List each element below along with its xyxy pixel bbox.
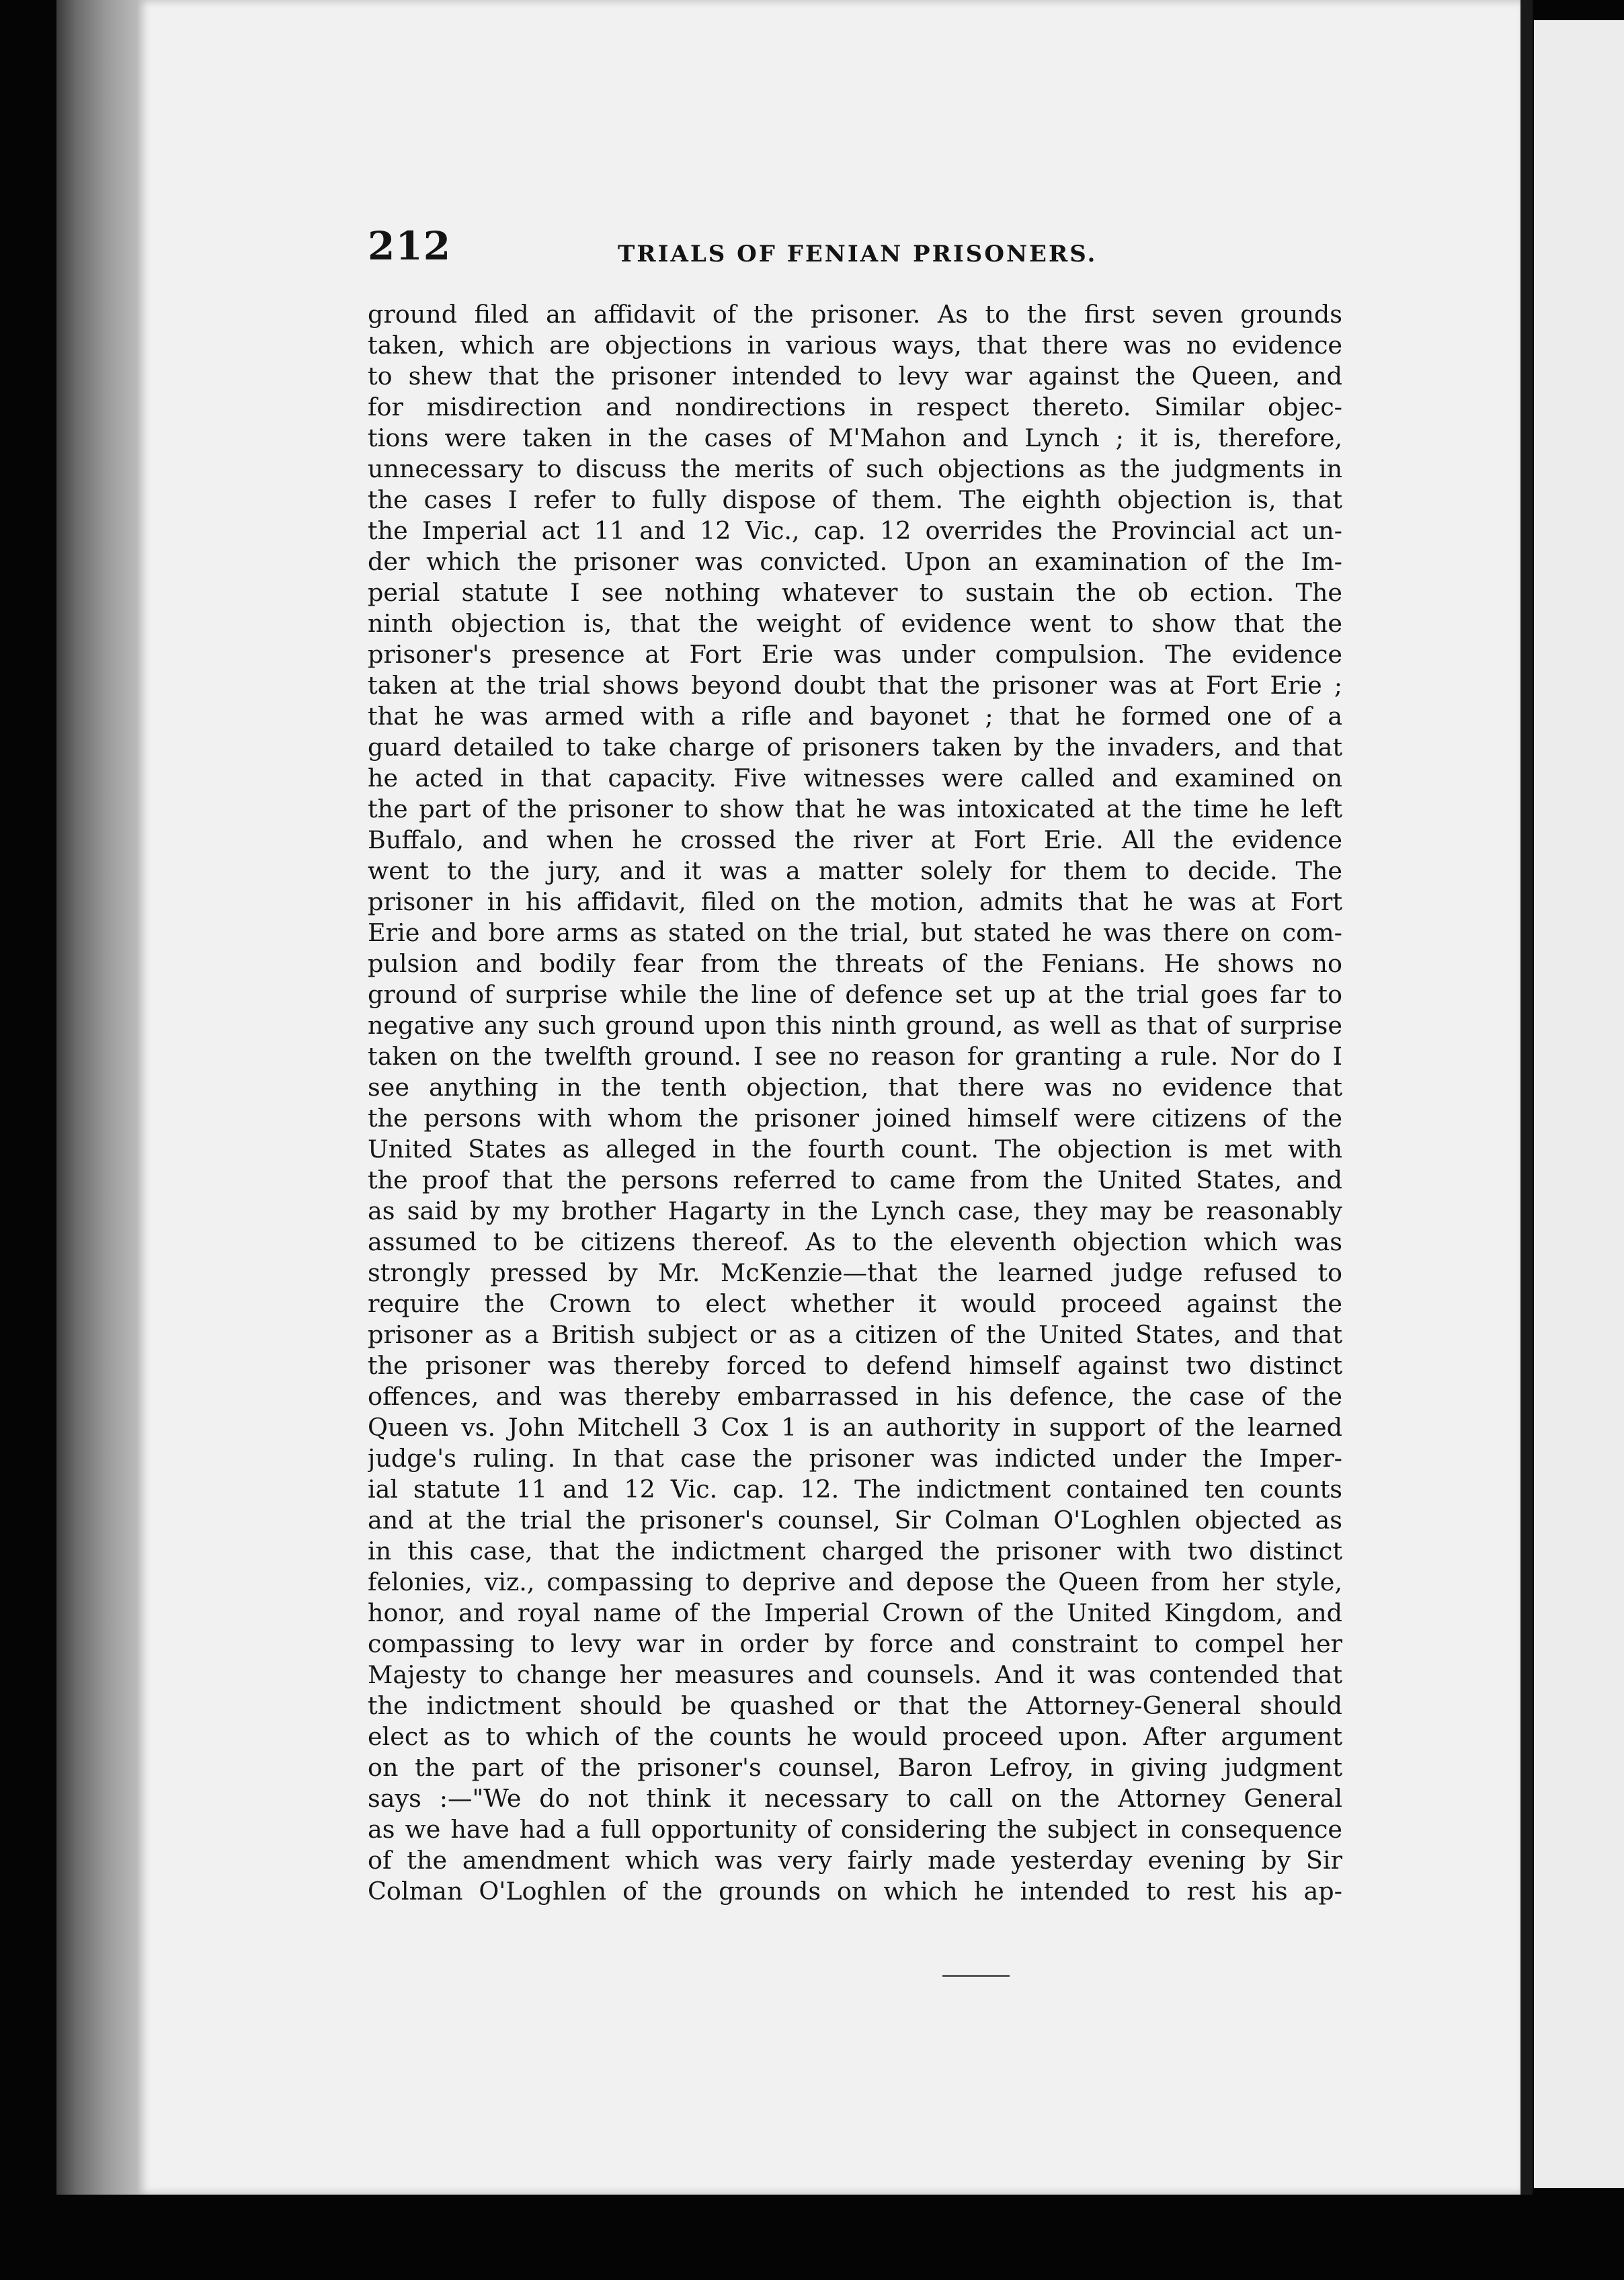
text-line: prisoner's presence at Fort Erie was under compulsion. The evidence <box>368 640 1342 669</box>
text-line: Queen vs. John Mitchell 3 Cox 1 is an authority in support of the learned <box>368 1413 1342 1442</box>
book-spine <box>56 0 140 2195</box>
text-line: taken, which are objections in various ways, that there was no evidence <box>368 331 1342 360</box>
text-line: offences, and was thereby embarrassed in his defence, the case of the <box>368 1382 1342 1411</box>
text-line: strongly pressed by Mr. McKenzie—that the learned judge refused to <box>368 1258 1342 1287</box>
running-head <box>368 223 1336 270</box>
text-line: unnecessary to discuss the merits of such objections as the judgments in <box>368 454 1342 483</box>
text-line: the proof that the persons referred to came from the United States, and <box>368 1166 1342 1194</box>
text-line: of the amendment which was very fairly made yesterday evening by Sir <box>368 1846 1342 1875</box>
text-line: Erie and bore arms as stated on the trial, but stated he was there on com- <box>368 918 1342 947</box>
text-line: felonies, viz., compassing to deprive and depose the Queen from her style, <box>368 1568 1342 1596</box>
text-line: taken at the trial shows beyond doubt that the prisoner was at Fort Erie ; <box>368 671 1342 700</box>
text-line: compassing to levy war in order by force and constraint to compel her <box>368 1629 1342 1658</box>
text-line: United States as alleged in the fourth count. The objection is met with <box>368 1135 1342 1164</box>
text-line: the cases I refer to fully dispose of them. The eighth objection is, that <box>368 485 1342 514</box>
text-line: the persons with whom the prisoner joined himself were citizens of the <box>368 1104 1342 1133</box>
text-line: see anything in the tenth objection, that there was no evidence that <box>368 1073 1342 1102</box>
text-line: guard detailed to take charge of prisoners taken by the invaders, and that <box>368 733 1342 762</box>
text-line: the part of the prisoner to show that he was intoxicated at the time he left <box>368 795 1342 823</box>
text-line: for misdirection and nondirections in respect thereto. Similar objec- <box>368 393 1342 421</box>
adjacent-page-edge <box>1534 20 1624 2188</box>
text-line: prisoner in his affidavit, filed on the motion, admits that he was at Fort <box>368 887 1342 916</box>
text-line: taken on the twelfth ground. I see no reason for granting a rule. Nor do I <box>368 1042 1342 1071</box>
text-line: elect as to which of the counts he would proceed upon. After argument <box>368 1722 1342 1751</box>
text-line: the indictment should be quashed or that the Attorney-General should <box>368 1691 1342 1720</box>
text-line: says :—"We do not think it necessary to call on the Attorney General <box>368 1784 1342 1813</box>
body-text <box>368 299 1342 1907</box>
text-line: require the Crown to elect whether it would proceed against the <box>368 1289 1342 1318</box>
text-line: honor, and royal name of the Imperial Crown of the United Kingdom, and <box>368 1598 1342 1627</box>
text-line: ninth objection is, that the weight of evidence went to show that the <box>368 609 1342 638</box>
text-line: ground filed an affidavit of the prisoner. As to the first seven grounds <box>368 300 1342 329</box>
running-title: TRIALS OF FENIAN PRISONERS. <box>618 241 1098 268</box>
text-line: ground of surprise while the line of defence set up at the trial goes far to <box>368 980 1342 1009</box>
text-line: tions were taken in the cases of M'Mahon and Lynch ; it is, therefore, <box>368 423 1342 452</box>
text-line: and at the trial the prisoner's counsel, Sir Colman O'Loghlen objected as <box>368 1506 1342 1535</box>
text-line: the prisoner was thereby forced to defend himself against two distinct <box>368 1351 1342 1380</box>
text-line: that he was armed with a rifle and bayonet ; that he formed one of a <box>368 702 1342 731</box>
text-line: went to the jury, and it was a matter solely for them to decide. The <box>368 856 1342 885</box>
text-line: as we have had a full opportunity of considering the subject in consequence <box>368 1815 1342 1844</box>
text-line: prisoner as a British subject or as a citizen of the United States, and that <box>368 1320 1342 1349</box>
text-line: pulsion and bodily fear from the threats of the Fenians. He shows no <box>368 949 1342 978</box>
text-line: negative any such ground upon this ninth ground, as well as that of surprise <box>368 1011 1342 1040</box>
text-line: ial statute 11 and 12 Vic. cap. 12. The indictment contained ten counts <box>368 1475 1342 1504</box>
page-number: 212 <box>368 223 452 269</box>
text-line: as said by my brother Hagarty in the Lynch case, they may be reasonably <box>368 1196 1342 1225</box>
footer-rule <box>942 1975 1010 1977</box>
text-line: judge's ruling. In that case the prisoner was indicted under the Imper- <box>368 1444 1342 1473</box>
page-gutter-shadow <box>1520 0 1533 2195</box>
text-line: on the part of the prisoner's counsel, Baron Lefroy, in giving judgment <box>368 1753 1342 1782</box>
text-line: perial statute I see nothing whatever to sustain the ob ection. The <box>368 578 1342 607</box>
text-line: the Imperial act 11 and 12 Vic., cap. 12 overrides the Provincial act un- <box>368 516 1342 545</box>
text-line: Colman O'Loghlen of the grounds on which he intended to rest his ap- <box>368 1877 1342 1906</box>
text-line: he acted in that capacity. Five witnesses were called and examined on <box>368 764 1342 792</box>
text-line: in this case, that the indictment charged the prisoner with two distinct <box>368 1537 1342 1565</box>
text-line: assumed to be citizens thereof. As to the eleventh objection which was <box>368 1227 1342 1256</box>
text-line: der which the prisoner was convicted. Upon an examination of the Im- <box>368 547 1342 576</box>
text-line: Buffalo, and when he crossed the river at Fort Erie. All the evidence <box>368 825 1342 854</box>
text-line: Majesty to change her measures and counsels. And it was contended that <box>368 1660 1342 1689</box>
text-line: to shew that the prisoner intended to levy war against the Queen, and <box>368 362 1342 391</box>
